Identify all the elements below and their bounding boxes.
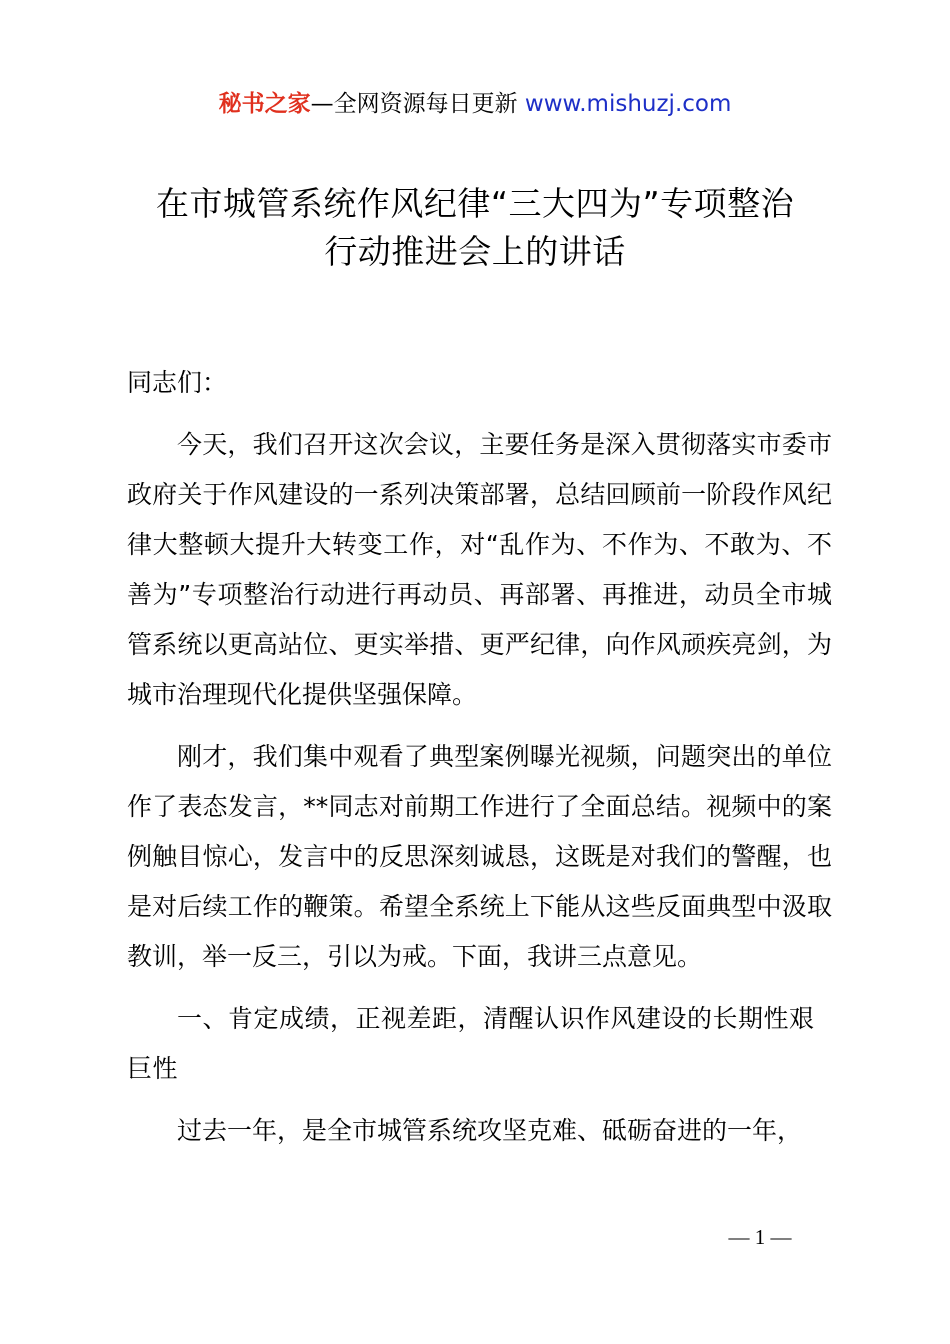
brand-name: 秘书之家 bbox=[218, 91, 311, 117]
title-line-1: 在市城管系统作风纪律“三大四为”专项整治 bbox=[155, 184, 795, 223]
title-line-2: 行动推进会上的讲话 bbox=[324, 232, 626, 271]
site-url-link[interactable]: www.mishuzj.com bbox=[524, 91, 732, 117]
page-number: — 1 — bbox=[728, 1225, 792, 1249]
salutation: 同志们： bbox=[127, 368, 228, 397]
paragraph-3: 过去一年，是全市城管系统攻坚克难、砥砺奋进的一年， bbox=[177, 1116, 803, 1145]
paragraph-1: 今天，我们召开这次会议，主要任务是深入贯彻落实市委市政府关于作风建设的一系列决策部署，总结回顾前一阶段作风纪律大整顿大提升大转变工作，对“乱作为、不作为、不敢为、不善为”专项整治行动进行再动员、再部署、再推进，动员全市城管系统以更高站位、更实举措、更严纪律，向作风顽疾亮剑，为城市治理现代化提供坚强保障。 bbox=[127, 430, 832, 709]
site-banner bbox=[0, 84, 950, 124]
banner-slogan: —全网资源每日更新 bbox=[310, 91, 518, 117]
paragraph-2: 刚才，我们集中观看了典型案例曝光视频，问题突出的单位作了表态发言，**同志对前期工作进行了全面总结。视频中的案例触目惊心，发言中的反思深刻诚恳，这既是对我们的警醒，也是对后续工作的鞭策。希望全系统上下能从这些反面典型中汲取教训，举一反三，引以为戒。下面，我讲三点意见。 bbox=[127, 742, 832, 971]
section-heading-1: 一、肯定成绩，正视差距，清醒认识作风建设的长期性艰巨性 bbox=[127, 1004, 815, 1083]
document-title bbox=[60, 180, 890, 276]
document-body bbox=[127, 358, 832, 1168]
